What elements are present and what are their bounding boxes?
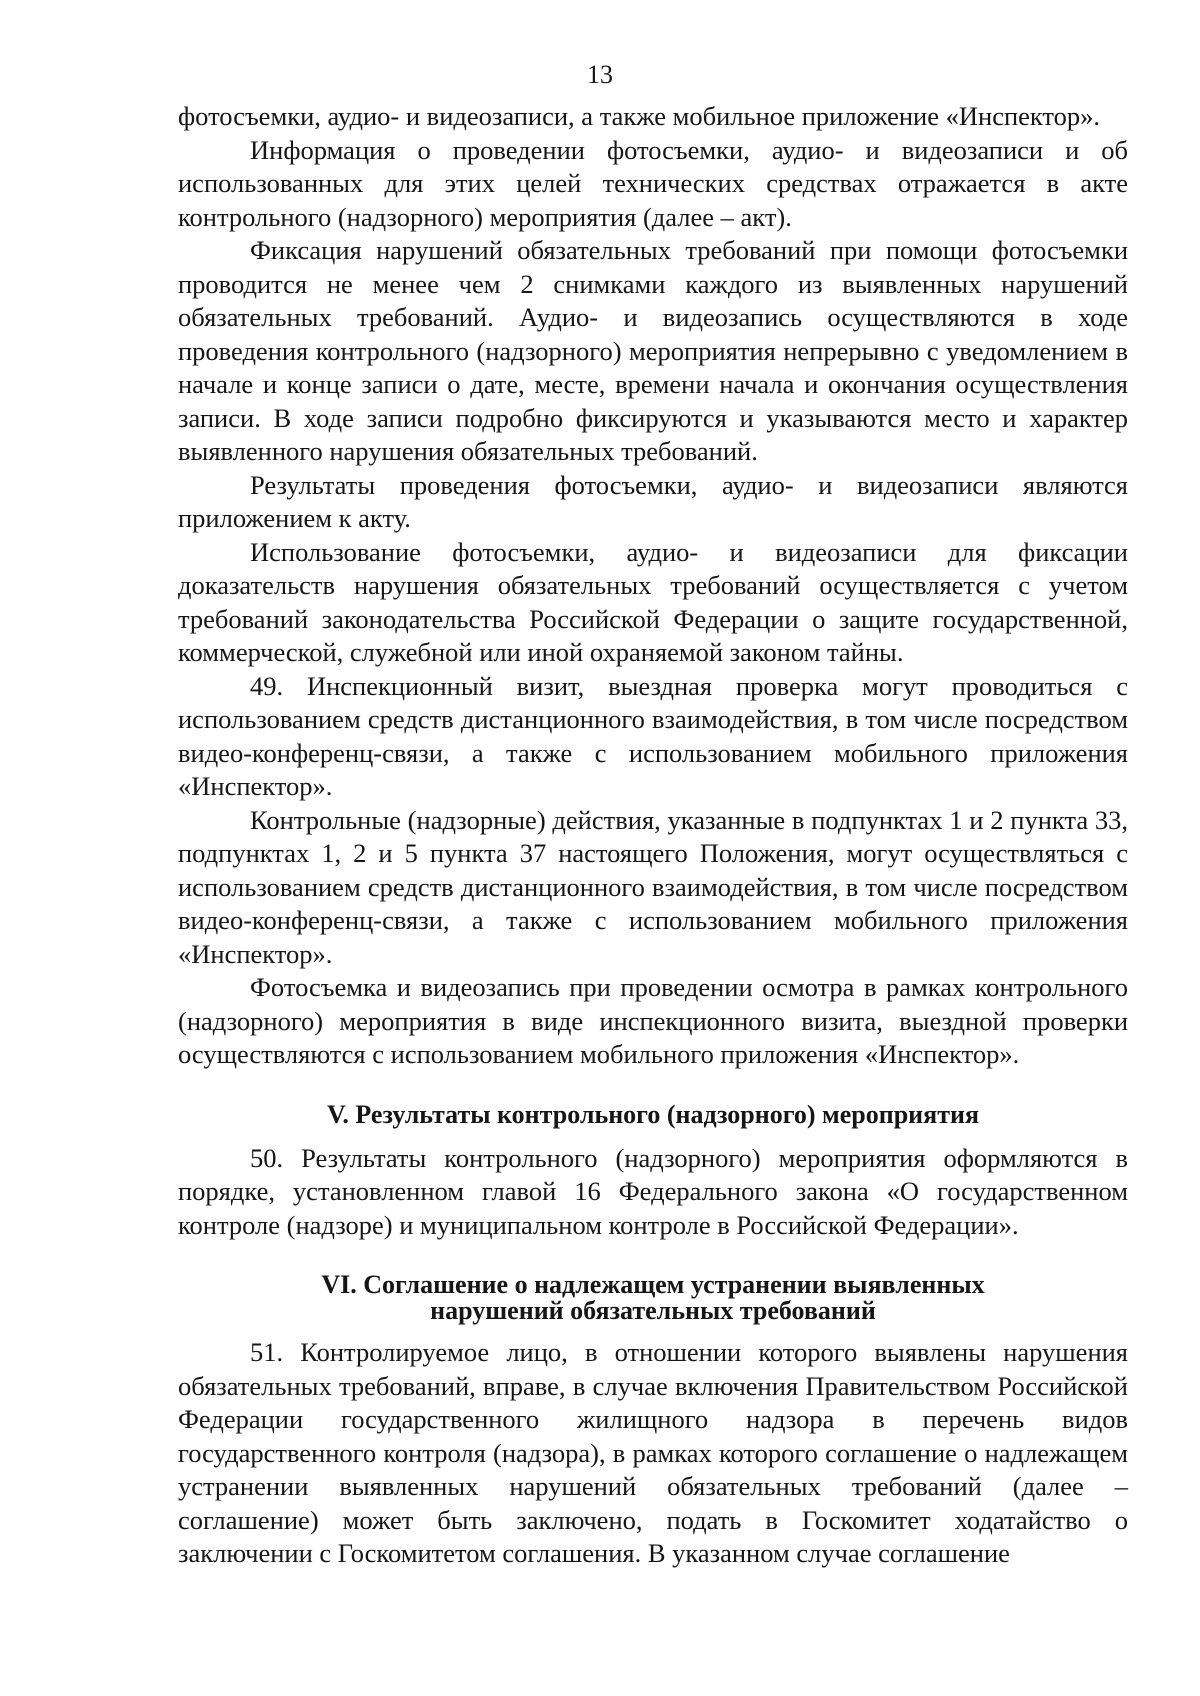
document-body xyxy=(178,100,1128,1571)
paragraph-remote-actions: Контрольные (надзорные) действия, указанные в подпунктах 1 и 2 пункта 33, подпунктах 1, 2 и 5 пункта 37 настоящего Положения, могут осуществляться с использованием средств дистанционного взаимодействия, в том числе посредством видео-конференц-связи, а также с использованием мобильного приложения «Инспектор». xyxy=(178,804,1128,969)
paragraph-photo-info: Информация о проведении фотосъемки, аудио- и видеозаписи и об использованных для этих целей технических средствах отражается в акте контрольного (надзорного) мероприятия (далее – акт). xyxy=(178,134,1128,232)
paragraph-item-49: 49. Инспекционный визит, выездная проверка могут проводиться с использованием средств дистанционного взаимодействия, в том числе посредством видео-конференц-связи, а также с использованием мобильного приложения «Инспектор». xyxy=(178,670,1128,801)
paragraph-usage-secrecy: Использование фотосъемки, аудио- и видеозаписи для фиксации доказательств нарушения обязательных требований осуществляется с учетом требований законодательства Российской Федерации о защите государственной, коммерческой, служебной или иной охраняемой законом тайны. xyxy=(178,536,1128,667)
section-6-heading-line-1: VI. Соглашение о надлежащем устранении выявленных xyxy=(321,1270,985,1299)
section-6-heading xyxy=(178,1272,1128,1324)
paragraph-results-annex: Результаты проведения фотосъемки, аудио- и видеозаписи являются приложением к акту. xyxy=(178,469,1128,533)
paragraph-item-50: 50. Результаты контрольного (надзорного) мероприятия оформляются в порядке, установленном главой 16 Федерального закона «О государственном контроле (надзоре) и муниципальном контроле в Российской Федерации». xyxy=(178,1142,1128,1240)
paragraph-item-51: 51. Контролируемое лицо, в отношении которого выявлены нарушения обязательных требований, вправе, в случае включения Правительством Российской Федерации государственного жилищного надзора в перечень видов государственного контроля (надзора), в рамках которого соглашение о надлежащем устранении выявленных нарушений обязательных требований (далее – соглашение) может быть заключено, подать в Госкомитет ходатайство о заключении с Госкомитетом соглашения. В указанном случае соглашение xyxy=(178,1337,1128,1568)
paragraph-inspector-app: Фотосъемка и видеозапись при проведении осмотра в рамках контрольного (надзорного) мероприятия в виде инспекционного визита, выездной проверки осуществляются с использованием мобильного приложения «Инспектор». xyxy=(178,972,1128,1069)
page-number: 13 xyxy=(587,60,613,89)
paragraph-violation-fixation: Фиксация нарушений обязательных требований при помощи фотосъемки проводится не менее чем 2 снимками каждого из выявленных нарушений обязательных требований. Аудио- и видеозапись осуществляются в ходе проведения контрольного (надзорного) мероприятия непрерывно с уведомлением в начале и конце записи о дате, месте, времени начала и окончания осуществления записи. В ходе записи подробно фиксируются и указываются место и характер выявленного нарушения обязательных требований. xyxy=(178,235,1128,466)
paragraph-continuation: фотосъемки, аудио- и видеозаписи, а также мобильное приложение «Инспектор». xyxy=(178,101,1101,131)
section-6-heading-line-2: нарушений обязательных требований xyxy=(430,1296,876,1325)
section-5-heading: V. Результаты контрольного (надзорного) мероприятия xyxy=(326,1099,980,1129)
